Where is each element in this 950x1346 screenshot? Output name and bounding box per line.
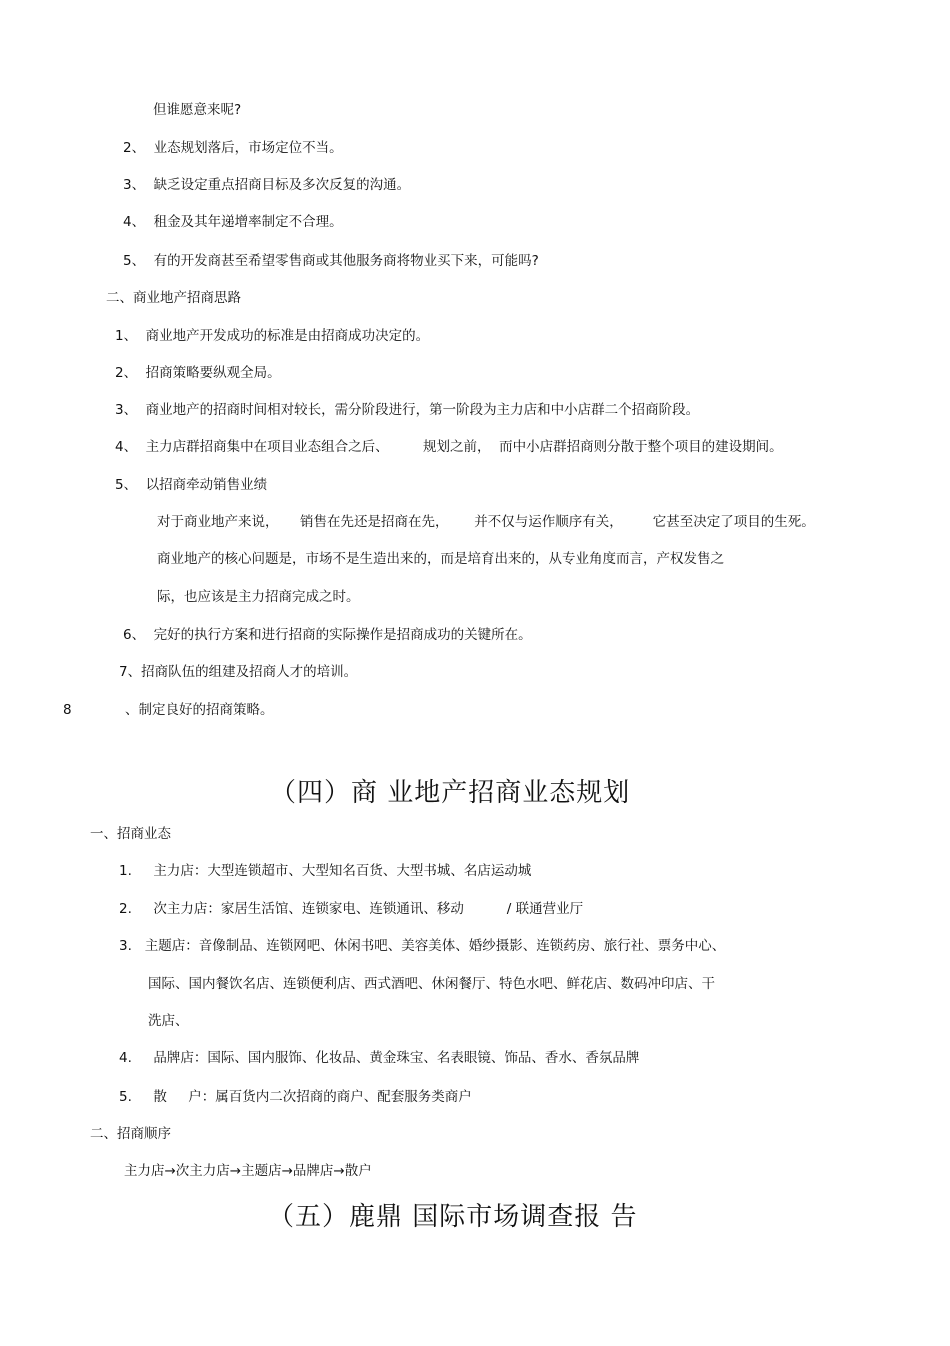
list-item: 1. 主力店：大型连锁超市、大型知名百货、大型书城、名店运动城 <box>119 863 532 879</box>
list-item: 1、 商业地产开发成功的标准是由招商成功决定的。 <box>115 328 430 344</box>
paragraph-line: 国际、国内餐饮名店、连锁便利店、西式酒吧、休闲餐厅、特色水吧、鲜花店、数码冲印店、干 <box>148 976 715 992</box>
paragraph-line: 主力店→次主力店→主题店→品牌店→散户 <box>124 1163 372 1179</box>
list-item: 6、 完好的执行方案和进行招商的实际操作是招商成功的关键所在。 <box>123 627 532 643</box>
paragraph-line: 商业地产的核心问题是，市场不是生造出来的，而是培育出来的，从专业角度而言，产权发售之 <box>157 551 724 567</box>
list-item: 5、 以招商牵动销售业绩 <box>115 477 268 493</box>
section-title: （五）鹿鼎 国际市场调查报 告 <box>268 1202 638 1232</box>
list-item: 2. 次主力店：家居生活馆、连锁家电、连锁通讯、移动 / 联通营业厅 <box>119 901 584 917</box>
paragraph-line: 际，也应该是主力招商完成之时。 <box>157 589 360 605</box>
list-item: 7、招商队伍的组建及招商人才的培训。 <box>119 664 358 680</box>
list-item: 5. 散 户：属百货内二次招商的商户、配套服务类商户 <box>119 1089 472 1105</box>
list-item: 2、 招商策略要纵观全局。 <box>115 365 281 381</box>
list-number: 8 <box>63 702 72 718</box>
section-heading: 二、商业地产招商思路 <box>106 290 241 306</box>
list-item: 3、 商业地产的招商时间相对较长，需分阶段进行，第一阶段为主力店和中小店群二个招商阶段。 <box>115 402 700 418</box>
list-item: 2、 业态规划落后，市场定位不当。 <box>123 140 343 156</box>
section-heading: 一、招商业态 <box>90 826 171 842</box>
paragraph-line: 对于商业地产来说， 销售在先还是招商在先， 并不仅与运作顺序有关， 它甚至决定了项目的生死。 <box>157 514 815 530</box>
list-item: 4. 品牌店：国际、国内服饰、化妆品、黄金珠宝、名表眼镜、饰品、香水、香氛品牌 <box>119 1050 640 1066</box>
list-item: 3. 主题店：音像制品、连锁网吧、休闲书吧、美容美体、婚纱摄影、连锁药房、旅行社、票务中心、 <box>119 938 726 954</box>
list-item: 4、 租金及其年递增率制定不合理。 <box>123 214 343 230</box>
text-line: 但谁愿意来呢? <box>153 102 242 118</box>
paragraph-line: 洗店、 <box>148 1013 189 1029</box>
list-item: 、制定良好的招商策略。 <box>125 702 274 718</box>
section-heading: 二、招商顺序 <box>90 1126 171 1142</box>
section-title: （四）商 业地产招商业态规划 <box>270 778 631 808</box>
list-item: 5、 有的开发商甚至希望零售商或其他服务商将物业买下来，可能吗? <box>123 253 539 269</box>
list-item: 4、 主力店群招商集中在项目业态组合之后、 规划之前， 而中小店群招商则分散于整个项目的建设期间。 <box>115 439 783 455</box>
list-item: 3、 缺乏设定重点招商目标及多次反复的沟通。 <box>123 177 411 193</box>
